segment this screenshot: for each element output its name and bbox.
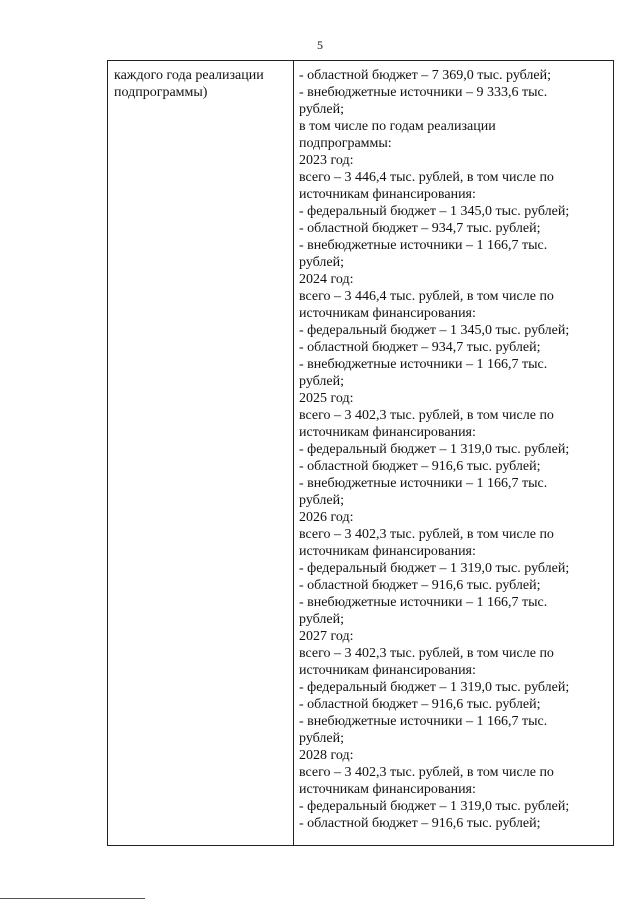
funding-table <box>107 60 614 846</box>
right-cell-line: 2028 год: <box>299 748 354 763</box>
left-cell-line: каждого года реализации <box>114 68 264 83</box>
right-cell-line: - областной бюджет – 7 369,0 тыс. рублей; <box>299 68 551 83</box>
right-cell-line: всего – 3 402,3 тыс. рублей, в том числе по <box>299 646 554 661</box>
right-cell-line: источникам финансирования: <box>299 544 476 559</box>
right-cell-line: - федеральный бюджет – 1 345,0 тыс. рублей; <box>299 323 570 338</box>
right-cell-line: - федеральный бюджет – 1 319,0 тыс. рублей; <box>299 799 570 814</box>
right-cell-line: рублей; <box>299 102 344 117</box>
right-cell-line: - федеральный бюджет – 1 319,0 тыс. рублей; <box>299 561 570 576</box>
right-cell-line: всего – 3 402,3 тыс. рублей, в том числе по <box>299 408 554 423</box>
left-cell-line: подпрограммы) <box>114 85 208 100</box>
right-cell-line: - внебюджетные источники – 1 166,7 тыс. <box>299 714 548 729</box>
right-cell-line: рублей; <box>299 255 344 270</box>
right-cell-line: подпрограммы: <box>299 136 392 151</box>
right-cell-line: - федеральный бюджет – 1 345,0 тыс. рублей; <box>299 204 570 219</box>
right-cell-line: всего – 3 446,4 тыс. рублей, в том числе по <box>299 289 554 304</box>
right-cell-line: - внебюджетные источники – 1 166,7 тыс. <box>299 476 548 491</box>
right-cell-line: - областной бюджет – 916,6 тыс. рублей; <box>299 697 541 712</box>
right-cell-line: - федеральный бюджет – 1 319,0 тыс. рублей; <box>299 442 570 457</box>
right-cell-line: - областной бюджет – 934,7 тыс. рублей; <box>299 340 541 355</box>
right-cell-line: - областной бюджет – 916,6 тыс. рублей; <box>299 578 541 593</box>
right-cell-line: - областной бюджет – 916,6 тыс. рублей; <box>299 816 541 831</box>
right-cell-line: 2026 год: <box>299 510 354 525</box>
right-cell-line: рублей; <box>299 374 344 389</box>
right-cell-line: источникам финансирования: <box>299 306 476 321</box>
right-cell-line: рублей; <box>299 612 344 627</box>
right-cell-line: в том числе по годам реализации <box>299 119 496 134</box>
table-cell-left <box>108 61 294 845</box>
right-cell-line: 2025 год: <box>299 391 354 406</box>
right-cell-line: всего – 3 446,4 тыс. рублей, в том числе по <box>299 170 554 185</box>
right-cell-line: всего – 3 402,3 тыс. рублей, в том числе по <box>299 765 554 780</box>
right-cell-line: рублей; <box>299 493 344 508</box>
right-cell-line: - областной бюджет – 916,6 тыс. рублей; <box>299 459 541 474</box>
right-cell-line: 2027 год: <box>299 629 354 644</box>
right-cell-line: - внебюджетные источники – 1 166,7 тыс. <box>299 595 548 610</box>
right-cell-line: - внебюджетные источники – 1 166,7 тыс. <box>299 357 548 372</box>
right-cell-line: рублей; <box>299 731 344 746</box>
table-cell-right <box>294 61 613 845</box>
page-number: 5 <box>317 38 323 52</box>
right-cell-line: - федеральный бюджет – 1 319,0 тыс. рублей; <box>299 680 570 695</box>
right-cell-line: 2024 год: <box>299 272 354 287</box>
right-cell-line: источникам финансирования: <box>299 663 476 678</box>
footer-rule <box>0 898 145 899</box>
right-cell-line: источникам финансирования: <box>299 782 476 797</box>
right-cell-line: 2023 год: <box>299 153 354 168</box>
right-cell-line: - внебюджетные источники – 1 166,7 тыс. <box>299 238 548 253</box>
right-cell-line: - внебюджетные источники – 9 333,6 тыс. <box>299 85 548 100</box>
right-cell-line: - областной бюджет – 934,7 тыс. рублей; <box>299 221 541 236</box>
right-cell-line: источникам финансирования: <box>299 187 476 202</box>
right-cell-line: всего – 3 402,3 тыс. рублей, в том числе по <box>299 527 554 542</box>
right-cell-line: источникам финансирования: <box>299 425 476 440</box>
